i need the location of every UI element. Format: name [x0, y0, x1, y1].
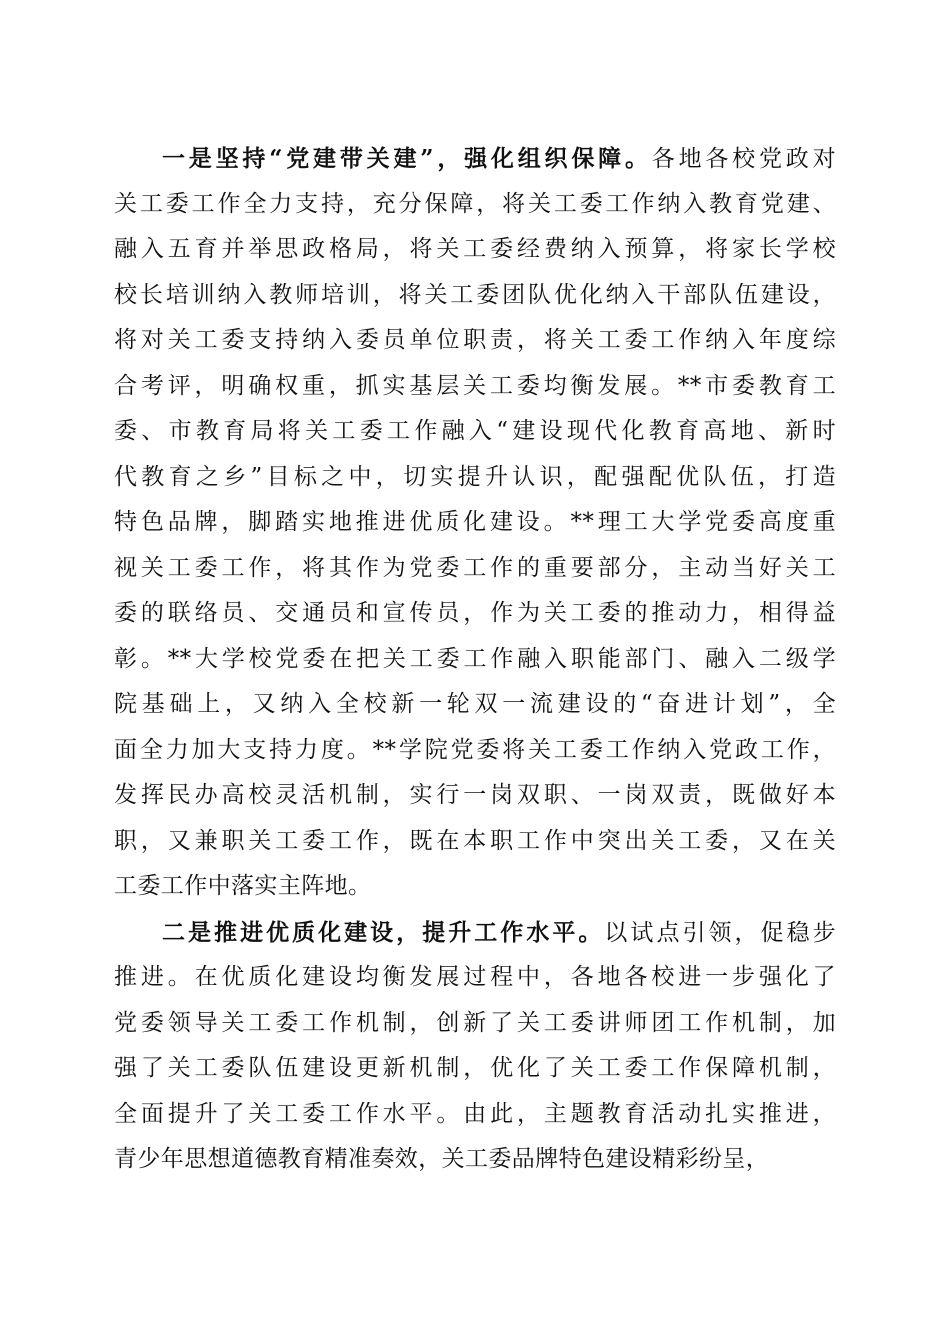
text-line: 关工委工作全力支持，充分保障，将关工委工作纳入教育党建、 — [114, 190, 836, 217]
text-line: 党委领导关工委工作机制，创新了关工委讲师团工作机制，加 — [114, 1009, 836, 1036]
text-line: 代教育之乡”目标之中，切实提升认识，配强配优队伍，打造 — [114, 463, 836, 490]
text-line: 校长培训纳入教师培训，将关工委团队优化纳入干部队伍建设， — [114, 281, 836, 308]
text-line: 彰。**大学校党委在把关工委工作融入职能部门、融入二级学 — [114, 645, 836, 672]
text-line: 委的联络员、交通员和宣传员，作为关工委的推动力，相得益 — [114, 600, 836, 626]
text-line: 工委工作中落实主阵地。 — [114, 873, 372, 899]
text-line: 强了关工委队伍建设更新机制，优化了关工委工作保障机制， — [114, 1055, 836, 1081]
text-line: 院基础上，又纳入全校新一轮双一流建设的“奋进计划”，全 — [114, 691, 836, 717]
text-line: 融入五育并举思政格局，将关工委经费纳入预算，将家长学校 — [114, 236, 836, 262]
document-body — [114, 136, 836, 1183]
paragraph-2-line-1 — [114, 910, 836, 956]
text-line: 面全力加大支持力度。**学院党委将关工委工作纳入党政工作， — [114, 736, 836, 763]
text-line: 特色品牌，脚踏实地推进优质化建设。**理工大学党委高度重 — [114, 509, 836, 535]
text-line: 视关工委工作，将其作为党委工作的重要部分，主动当好关工 — [114, 554, 836, 581]
paragraph-1-heading: 一是坚持“党建带关建”，强化组织保障。 — [162, 145, 652, 172]
text-line: 推进。在优质化建设均衡发展过程中，各地各校进一步强化了 — [114, 964, 836, 990]
text-line: 发挥民办高校灵活机制，实行一岗双职、一岗双责，既做好本 — [114, 782, 836, 808]
text-line: 职，又兼职关工委工作，既在本职工作中突出关工委，又在关 — [114, 827, 836, 854]
text-line: 青少年思想道德教育精准奏效，关工委品牌特色建设精彩纷呈， — [114, 1146, 770, 1172]
paragraph-2-text: 以试点引领，促稳步 — [604, 919, 836, 946]
paragraph-1-line-1 — [114, 136, 836, 182]
text-line: 合考评，明确权重，抓实基层关工委均衡发展。**市委教育工 — [114, 372, 836, 399]
paragraph-2-heading: 二是推进优质化建设，提升工作水平。 — [162, 918, 605, 946]
text-line: 全面提升了关工委工作水平。由此，主题教育活动扎实推进， — [114, 1100, 836, 1127]
text-line: 将对关工委支持纳入委员单位职责，将关工委工作纳入年度综 — [114, 327, 836, 353]
paragraph-1-text: 各地各校党政对 — [651, 146, 836, 172]
text-line: 委、市教育局将关工委工作融入“建设现代化教育高地、新时 — [114, 418, 836, 444]
